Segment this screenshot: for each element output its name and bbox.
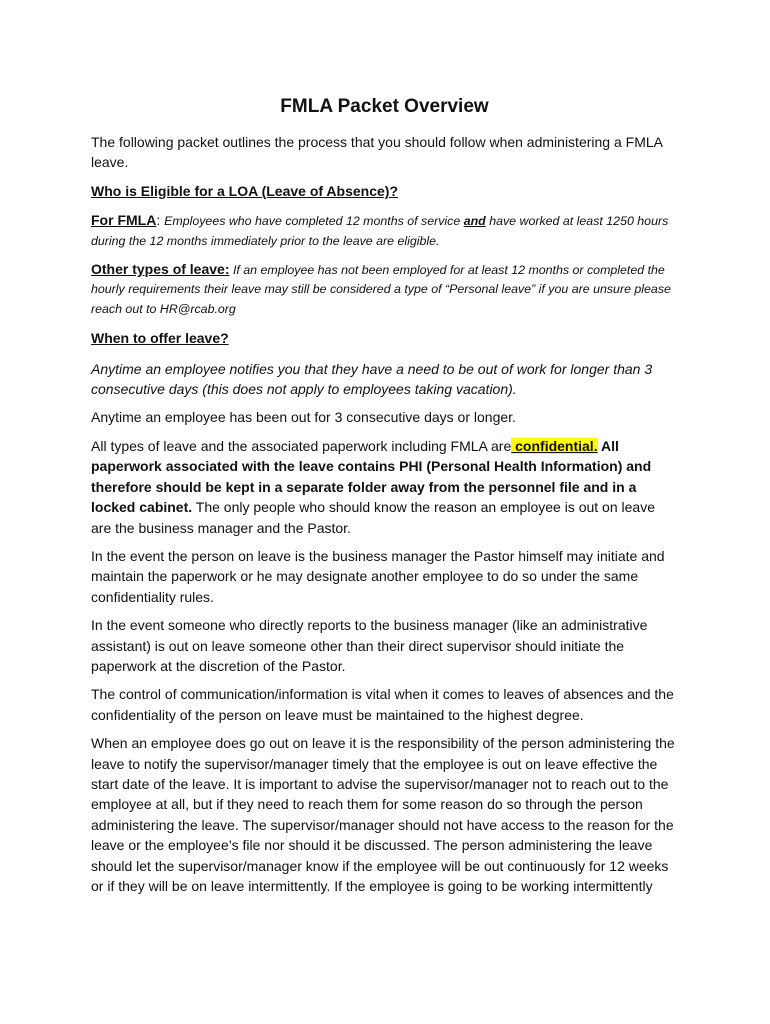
eligibility-heading: Who is Eligible for a LOA (Leave of Absence)? <box>91 182 399 199</box>
confidential-highlight: confidential. <box>511 437 598 454</box>
offer-italic-paragraph: Anytime an employee notifies you that they have a need to be out of work for longer than 3 consecutive days (this does not apply to employees taking vacation). <box>91 360 653 398</box>
confidential-bold: All paperwork associated with the leave contains PHI (Personal Health Information) and therefore should be kept in a separate folder away from the personnel file and in a locked cabinet. <box>91 437 652 516</box>
body-paragraph: The control of communication/information is vital when it comes to leaves of absences and the confidentiality of the person on leave must be maintained to the highest degree. <box>91 686 674 723</box>
confidential-before: All types of leave and the associated paperwork including FMLA are <box>91 437 512 454</box>
body-paragraph: When an employee does go out on leave it is the responsibility of the person administering the leave to notify the supervisor/manager timely that the employee is out on leave effective the start date of the leave. It is important to advise the supervisor/manager not to reach out to the employee at all, but if they need to reach them for some reason do so through the person administering the leave. The supervisor/manager should not have access to the reason for the leave or the employee’s file nor should it be discussed. The person administering the leave should let the supervisor/manager know if the employee will be out continuously for 12 weeks or if they will be on leave intermittently. If the employee is going to be working intermittently <box>91 735 675 894</box>
offer-heading: When to offer leave? <box>91 330 229 347</box>
other-leave-paragraph <box>91 260 678 319</box>
body-paragraph: In the event someone who directly reports to the business manager (like an administrative assistant) is out on leave someone other than their direct supervisor should initiate the paperwork at the discretion of the Pastor. <box>91 617 648 674</box>
other-leave-label: Other types of leave: <box>91 261 230 278</box>
intro-paragraph: The following packet outlines the process that you should follow when administering a FMLA leave. <box>91 134 663 171</box>
confidential-paragraph <box>91 436 678 538</box>
page-title: FMLA Packet Overview <box>280 96 489 117</box>
body-paragraph: In the event the person on leave is the business manager the Pastor himself may initiate and maintain the paperwork or he may designate another employee to do so under the same confidentiality rules. <box>91 547 665 605</box>
confidential-after: The only people who should know the reason an employee is out on leave are the business manager and the Pastor. <box>91 499 655 536</box>
fmla-emphasis: and <box>463 214 486 229</box>
fmla-label: For FMLA <box>91 212 157 229</box>
offer-plain-paragraph: Anytime an employee has been out for 3 consecutive days or longer. <box>91 409 516 426</box>
fmla-separator: : <box>156 212 165 229</box>
fmla-text-before: Employees who have completed 12 months of service <box>164 214 464 229</box>
other-leave-text: If an employee has not been employed for at least 12 months or completed the hourly requirements their leave may still be considered a type of “Personal leave” if you are unsure please reach out to HR@rcab.org <box>91 263 671 316</box>
fmla-text-after: have worked at least 1250 hours during the 12 months immediately prior to the leave are eligible. <box>91 214 669 248</box>
fmla-eligibility-paragraph <box>91 211 678 251</box>
